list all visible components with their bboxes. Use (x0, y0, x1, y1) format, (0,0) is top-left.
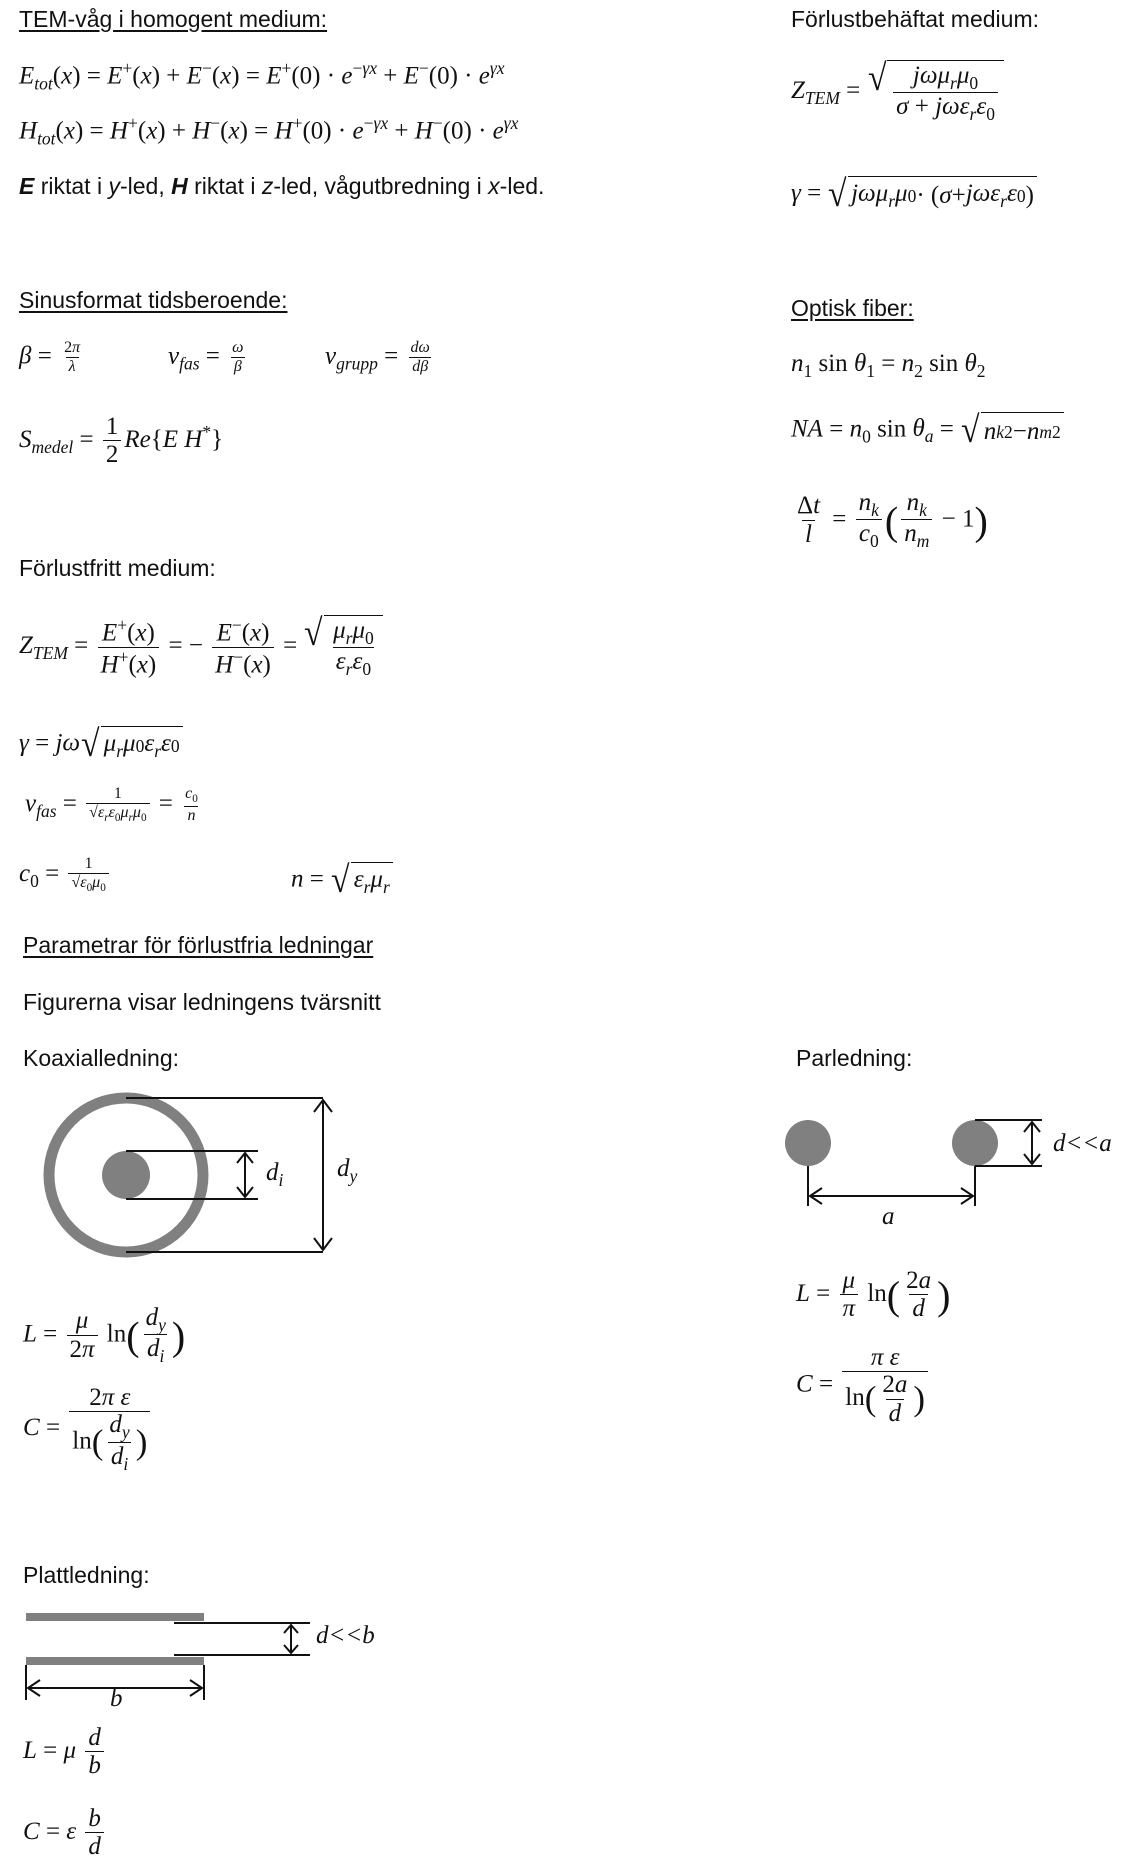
formula-h-tot: $H_{tot}(x) = H^+(x) + H^-(x) = H^+(0) \cdot e^{-\gamma x} + H^-(0) \cdot e^{\gamma x}$ (19, 113, 519, 149)
plate-heading: Plattledning: (23, 1562, 150, 1588)
formula-pair-l: L = $\frac{\mu}{\pi}$ ln( $\frac{2a}{d}$ ) (796, 1267, 951, 1323)
params-heading: Parametrar för förlustfria ledningar (23, 932, 374, 958)
tem-direction-note (19, 173, 544, 200)
note-x: x (488, 173, 500, 199)
formula-e-tot: $E_{tot}(x) = E^+(x) + E^-(x) = E^+(0) \cdot e^{-\gamma x} + E^-(0) \cdot e^{\gamma x}$ (19, 58, 505, 94)
formula-z-tem-lossy: $Z_{TEM}$ = √ $\frac{j\omega\mu_r\mu_0}{\sigma + j\omega\varepsilon_r\varepsilon_0}$ (791, 60, 1004, 125)
plate-conductor-top (26, 1613, 204, 1621)
coax-inner-conductor (102, 1151, 150, 1199)
note-part-4: -led, vågutbredning i (273, 173, 489, 199)
pair-conductor-left (785, 1120, 831, 1166)
plate-conductor-bottom (26, 1657, 204, 1665)
formula-na: NA = $n_0$ $\sin \theta_a$ = √ n k 2 − n m 2 (791, 412, 1064, 450)
formula-plate-c: C = ε $\frac{b}{d}$ (23, 1806, 107, 1861)
note-part-2: -led, (119, 173, 172, 199)
coax-label-dy: $d_y$ (337, 1155, 358, 1186)
plate-label-b: b (110, 1685, 123, 1712)
formula-plate-l: L = μ $\frac{d}{b}$ (23, 1725, 107, 1780)
pair-label-d: d<<a (1053, 1130, 1112, 1157)
formula-s-medel: $S_{medel}$ = $\frac{1}{2}$ Re{E H*} (19, 413, 224, 469)
formula-delta-t: $\frac{\Delta t}{l}$ = $\frac{n_k}{c_0}$ ( $\frac{n_k}{n_m}$ − 1) (797, 489, 988, 552)
formula-v-grupp: $v_{grupp}$ = $\frac{d\omega}{d\beta}$ (325, 339, 430, 375)
formula-coax-l: L = $\frac{\mu}{2\pi}$ ln( $\frac{d_y}{d_i}$ ) (23, 1304, 186, 1367)
coax-diagram (49, 1098, 332, 1252)
pair-heading: Parledning: (796, 1045, 913, 1071)
sinus-heading: Sinusformat tidsberoende: (19, 287, 288, 313)
formula-beta: β = $\frac{2\pi}{\lambda}$ (19, 339, 81, 375)
formula-c0: $c_0$ = $\frac{1}{√\varepsilon_0\mu_0}$ (19, 856, 112, 894)
formula-v-fas-lossless: $v_{fas}$ = $\frac{1}{√\varepsilon_r\varepsilon_0\mu_r\mu_0}$ = $\frac{c_0}{n}$ (25, 785, 198, 825)
formula-snell: $n_1$ $\sin \theta_1 = n_2$ $\sin \theta_2$ (791, 350, 986, 381)
formula-z-tem-lossless: $Z_{TEM}$ = $\frac{E^+(x)}{H^+(x)}$ = − $\frac{E^-(x)}{H^-(x)}$ = √ $\frac{\mu_r\mu_0}{\varepsilon_r\varepsilon_0}$ (19, 615, 383, 680)
formula-n: n = √ $\varepsilon_r\mu_r$ (291, 862, 393, 900)
coax-label-di: $d_i$ (266, 1159, 284, 1190)
formula-gamma-lossy: γ = √ jωμ$_r$μ 0 · ( σ + jωε$_r$ε 0 ) (791, 176, 1037, 214)
note-h: H (171, 173, 188, 199)
coax-heading: Koaxialledning: (23, 1045, 180, 1071)
note-e: E (19, 173, 35, 199)
plate-diagram (26, 1613, 310, 1700)
pair-conductor-right (952, 1120, 998, 1166)
formula-gamma-lossless: γ = jω √ $\mu_r\mu$ 0 $\varepsilon_r\varepsilon$ 0 (19, 726, 183, 764)
pair-label-a: a (882, 1203, 895, 1230)
note-z: z (261, 173, 274, 199)
formula-coax-c: C = 2π ε ln( $\frac{d_y}{d_i}$ ) (23, 1385, 153, 1474)
note-part-3: riktat i (187, 173, 262, 199)
note-part-1: riktat i (34, 173, 109, 199)
pair-diagram (785, 1120, 1042, 1206)
note-y: y (108, 173, 120, 199)
note-part-5: -led. (499, 173, 545, 199)
formula-pair-c: C = π ε ln( $\frac{2a}{d}$ ) (796, 1345, 931, 1427)
fiber-heading: Optisk fiber: (791, 295, 914, 321)
lossless-heading: Förlustfritt medium: (19, 555, 216, 581)
params-subtitle: Figurerna visar ledningens tvärsnitt (23, 989, 381, 1015)
plate-label-d: d<<b (316, 1622, 375, 1649)
formula-v-fas: $v_{fas}$ = $\frac{\omega}{\beta}$ (168, 339, 244, 375)
lossy-heading: Förlustbehäftat medium: (791, 6, 1040, 32)
tem-heading: TEM-våg i homogent medium: (19, 6, 328, 32)
